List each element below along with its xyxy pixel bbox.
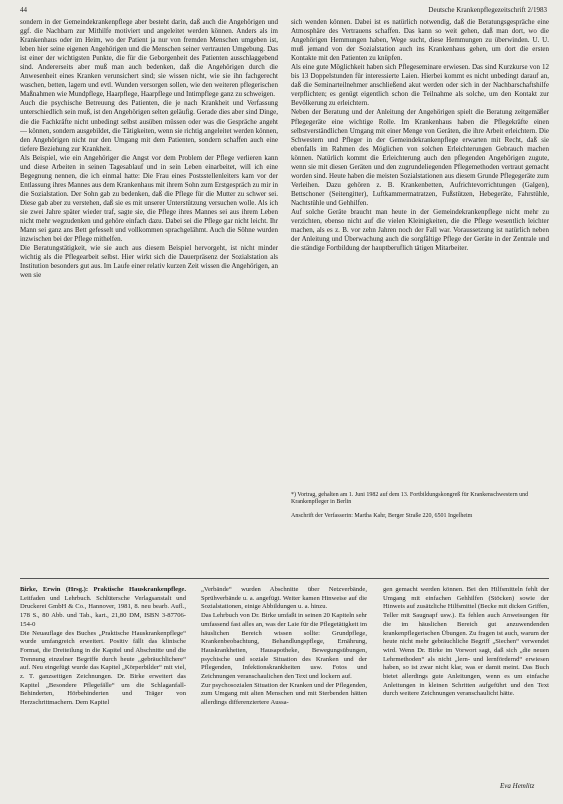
paragraph: Auch die psychische Betreuung des Patienten, die je nach Krankheit und Verfassung unterschiedlich sein muß, ist den Angehörigen selten geläufig. Gerade dies aber sind Dinge, die die Fachkräfte nicht unbedingt selbst ausüben müssen oder was die Gespräche angeht — können, sondern ausgebildet, die Tätigkeiten, wenn sie richtig angeleitet werden können, den Angehörigen nicht nur den Umgang mit dem Patienten, sondern schaffen auch eine tiefere Beziehung zur Krankheit.	[20, 99, 278, 153]
paragraph: Auf solche Geräte braucht man heute in der Gemeindekrankenpflege nicht mehr zu verzichten, ebenso nicht auf die vielen Kleinigkeiten, die die Pflege wesentlich leichter machen, als es z. B. vor zehn Jahren noch der Fall war. Voraussetzung ist natürlich neben der Anleitung und Überwachung auch die sorgfältige Pflege der Geräte in der Zentrale und die ständige Fortbildung der hauptberuflich tätigen Mitarbeiter.	[291, 207, 549, 253]
paragraph: sondern in der Gemeindekrankenpflege aber besteht darin, daß auch die Angehörigen und ggf. die Nachbarn zur Mithilfe motiviert und angeleitet werden können. Anders als im Krankenhaus oder im Heim, wo der Patient ja nur von fremden Menschen umgeben ist, leben hier seine eigenen Angehörigen und die Menschen seiner vertrauten Umgebung. Das ist einer der wichtigsten Punkte, die für die Geborgenheit des Patienten ausschlaggebend sind. Andererseits aber muß man auch bedenken, daß die Angehörigen durch die Anwesenheit eines Kranken verunsichert sind; sie wissen nicht, wie sie ihn fachgerecht waschen, betten, lagern und evtl. Wunden versorgen sollen, wie den weiteren pflegerischen Maßnahmen wie Mundpflege, Haarpflege, Haarpflege und Intimpflege ganz zu schweigen.	[20, 18, 278, 99]
paragraph: Als eine gute Möglichkeit haben sich Pflegeseminare erwiesen. Das sind Kurzkurse von 12 bis 13 Doppelstunden für interessierte Laien. Hierbei kommt es nicht unbedingt darauf an, daß die Seminarteilnehmer anschließend akut werden oder sich in der Nachbarschaftshilfe verpflichten; es genügt eigentlich schon die Teilnahme als solche, um den Kontakt zur Bevölkerung zu erleichtern.	[291, 63, 549, 108]
article-right-column	[291, 18, 549, 485]
article-left-column	[20, 18, 278, 573]
review-book-title: Birke, Erwin (Hrsg.): Praktische Hauskrankenpflege.	[20, 586, 186, 593]
paragraph: sich wenden können. Dabei ist es natürlich notwendig, daß die Beratungsgespräche eine Atmosphäre des Vertrauens schaffen. Das kann so weit gehen, daß man dort, wo die Angehörigen Hemmungen haben, Wege sucht, diese Hemmungen zu überwinden. U. U. muß jemand von der Sozialstation auch ins Krankenhaus gehen, um dort die ersten Kontakte mit den Patienten zu knüpfen.	[291, 18, 549, 63]
review-paragraph: Die Neuauflage des Buches „Praktische Hauskrankenpflege“ wurde umfangreich erweitert. Positiv fällt das klinische Format, die Dreiteilung in die Kapitel und Abschnitte und die Trennung einzelner Begriffe durch heute „gebräuchlichere“ auf. Neu eingefügt wurde das Kapitel „Körperbilder“ mit viel, z. T. ganzseitigen Zeichnungen. Dr. Birke erweitert das Kapitel „Besondere Pflegefälle“ um die Schlaganfall-Behinderten, Hörbehinderten und Träger von Herzschrittmachern. Dem Kapitel	[20, 629, 186, 707]
review-paragraph: „Verbände“ wurden Abschnitte über Netzverbände, Sprühverbände u. a. angefügt. Weiter kamen Hinweise auf die Sozialstationen, einige Abbildungen u. a. hinzu.	[201, 586, 367, 611]
paragraph: Als Beispiel, wie ein Angehöriger die Angst vor dem Problem der Pflege verlieren kann und diese Arbeiten in seinen Tagesablauf und in sein Leben einarbeitet, will ich eine Begegnung nennen, die ich einmal hatte: Die Frau eines Postsstellenleiters kam vor der Entlassung ihres Mannes aus dem Krankenhaus mit ihrem Sohn zum Erstgespräch zu mir in die Sozialstation. Der Sohn gab zu bedenken, daß die Pflege für die Mutter zu schwer sei. Diese gab aber zu verstehen, daß sie es mit unserer Unterstützung versuchen wolle. Als ich sie zwei Jahre später wieder traf, sagte sie, die Pflege ihres Mannes sei aus ihrem Leben nicht mehr wegzudenken und gehöre einfach dazu. Dabei sei die Pflege gar nicht leicht. Ihr Mann sei ganz ans Bett gefesselt und vollkommen sprachgelähmt. Auch die Söhne wurden inzwischen bei der Pflege mithelfen.	[20, 153, 278, 244]
reviewer-signature: Eva Hemlitz	[500, 782, 535, 790]
review-paragraph: gen gemacht werden können. Bei den Hilfsmitteln fehlt der Umgang mit einfachen Gehhilfen (Stöcken) sowie der Hinweis auf zusätzliche Hilfsmittel (Becke mit dicken Griffen, Teller mit Saugnapf usw.). Es fehlen auch Anweisungen für die im häuslichen Bereich gut anzuwendenden krankenpflegerischen Übungen. Zu fragen ist auch, warum der heute nicht mehr gebräuchliche Begriff „Siechen“ verwendet wird. Wenn Dr. Birke im Vorwort sagt, daß sich „die neuen Lehrmethoden“ als nicht „lern- und lernfördernd“ erwiesen haben, so ist zwar nicht klar, was er damit meint. Das Buch bietet allerdings gute Anleitungen, wenn es um einfache Anleitungen in kleinen Schritten aufgeführt und den Text durch weitere Zeichnungen veranschaulicht hätte.	[383, 586, 549, 698]
section-divider	[20, 578, 549, 579]
review-column-3	[383, 586, 549, 782]
paragraph: Die Beratungstätigkeit, wie sie auch aus diesem Beispiel hervorgeht, ist nicht minder wichtig als die Pflegearbeit selbst. Hier wirkt sich die Dauerpräsenz der Sozialstation als Institution besonders gut aus. Im Laufe einer relativ kurzen Zeit wissen die Angehörigen, an wen sie	[20, 244, 278, 280]
review-column-2	[201, 586, 367, 792]
review-column-1	[20, 586, 186, 792]
footnote-source: *) Vortrag, gehalten am 1. Juni 1982 auf dem 13. Fortbildungskongreß für Krankenschwestern und Krankenpfleger in Berlin	[291, 492, 529, 506]
review-paragraph: Zur psychosozialen Situation der Kranken und der Pflegenden, zum Umgang mit alten Menschen und mit Sterbenden hätten allerdings differenziertere Aussa-	[201, 681, 367, 707]
footnotes	[291, 492, 549, 526]
review-book-details: Leitfaden und Lehrbuch. Schlütersche Verlagsanstalt und Druckerei GmbH & Co., Hannover, 1981, 8. neu bearb. Aufl., 178 S., 80 Abb. und Tab., kart., 21,80 DM, ISBN 3-87706-154-0	[20, 594, 186, 628]
paragraph: Neben der Beratung und der Anleitung der Angehörigen spielt die Beratung zeitgemäßer Pflegegeräte eine wichtige Rolle. Im Krankenhaus haben die Pflegekräfte einen selbstverständlichen Umgang mit einer Menge von Geräten, die ihre Arbeit erleichtern. Die Schwestern und Pfleger in der Gemeindekrankenpflege erwarten mit Recht, daß sie ebenfalls im Rahmen des Möglichen von solchen Erleichterungen Gebrauch machen können. Natürlich kommt die Erleichterung auch den pflegenden Angehörigen zugute, wenn sie mit diesen Geräten und den zugrundeliegenden Pflegemethoden vertraut gemacht worden sind. Heute haben die meisten Sozialstationen aus diesem Grunde Pflegegeräte zum Verleihen. Dazu gehören z. B. Krankenbetten, Aufrichtevorrichtungen (Galgen), Bettschoner (Seitengitter), Luftkammermatratzen, Fußstützen, Hebegeräte, Fahrstühle, Nachtstühle und Gehhilfen.	[291, 108, 549, 207]
journal-header: Deutsche Krankenpflegezeitschrift 2/1983	[428, 6, 547, 14]
review-citation	[20, 586, 186, 630]
author-address: Anschrift der Verfasserin: Martha Kahr, Berger Straße 220, 6501 Ingelheim	[291, 512, 473, 519]
review-paragraph: Das Lehrbuch von Dr. Birke umfaßt in seinen 20 Kapiteln sehr umfassend fast alles an, was der Laie für die Pflegetätigkeit im häuslichen Bereich wissen sollte: Grundpflege, Krankenbeobachtung, Behandlungspflege, Ernährung, Hauskrankheiten, Hausapotheke, Bewegungsübungen, psychische und soziale Situation des Kranken und der Pflegenden, Infektionskrankheiten usw. Fotos und Zeichnungen veranschaulichen den Text und lockern auf.	[201, 612, 367, 681]
page-number: 44	[20, 6, 27, 14]
